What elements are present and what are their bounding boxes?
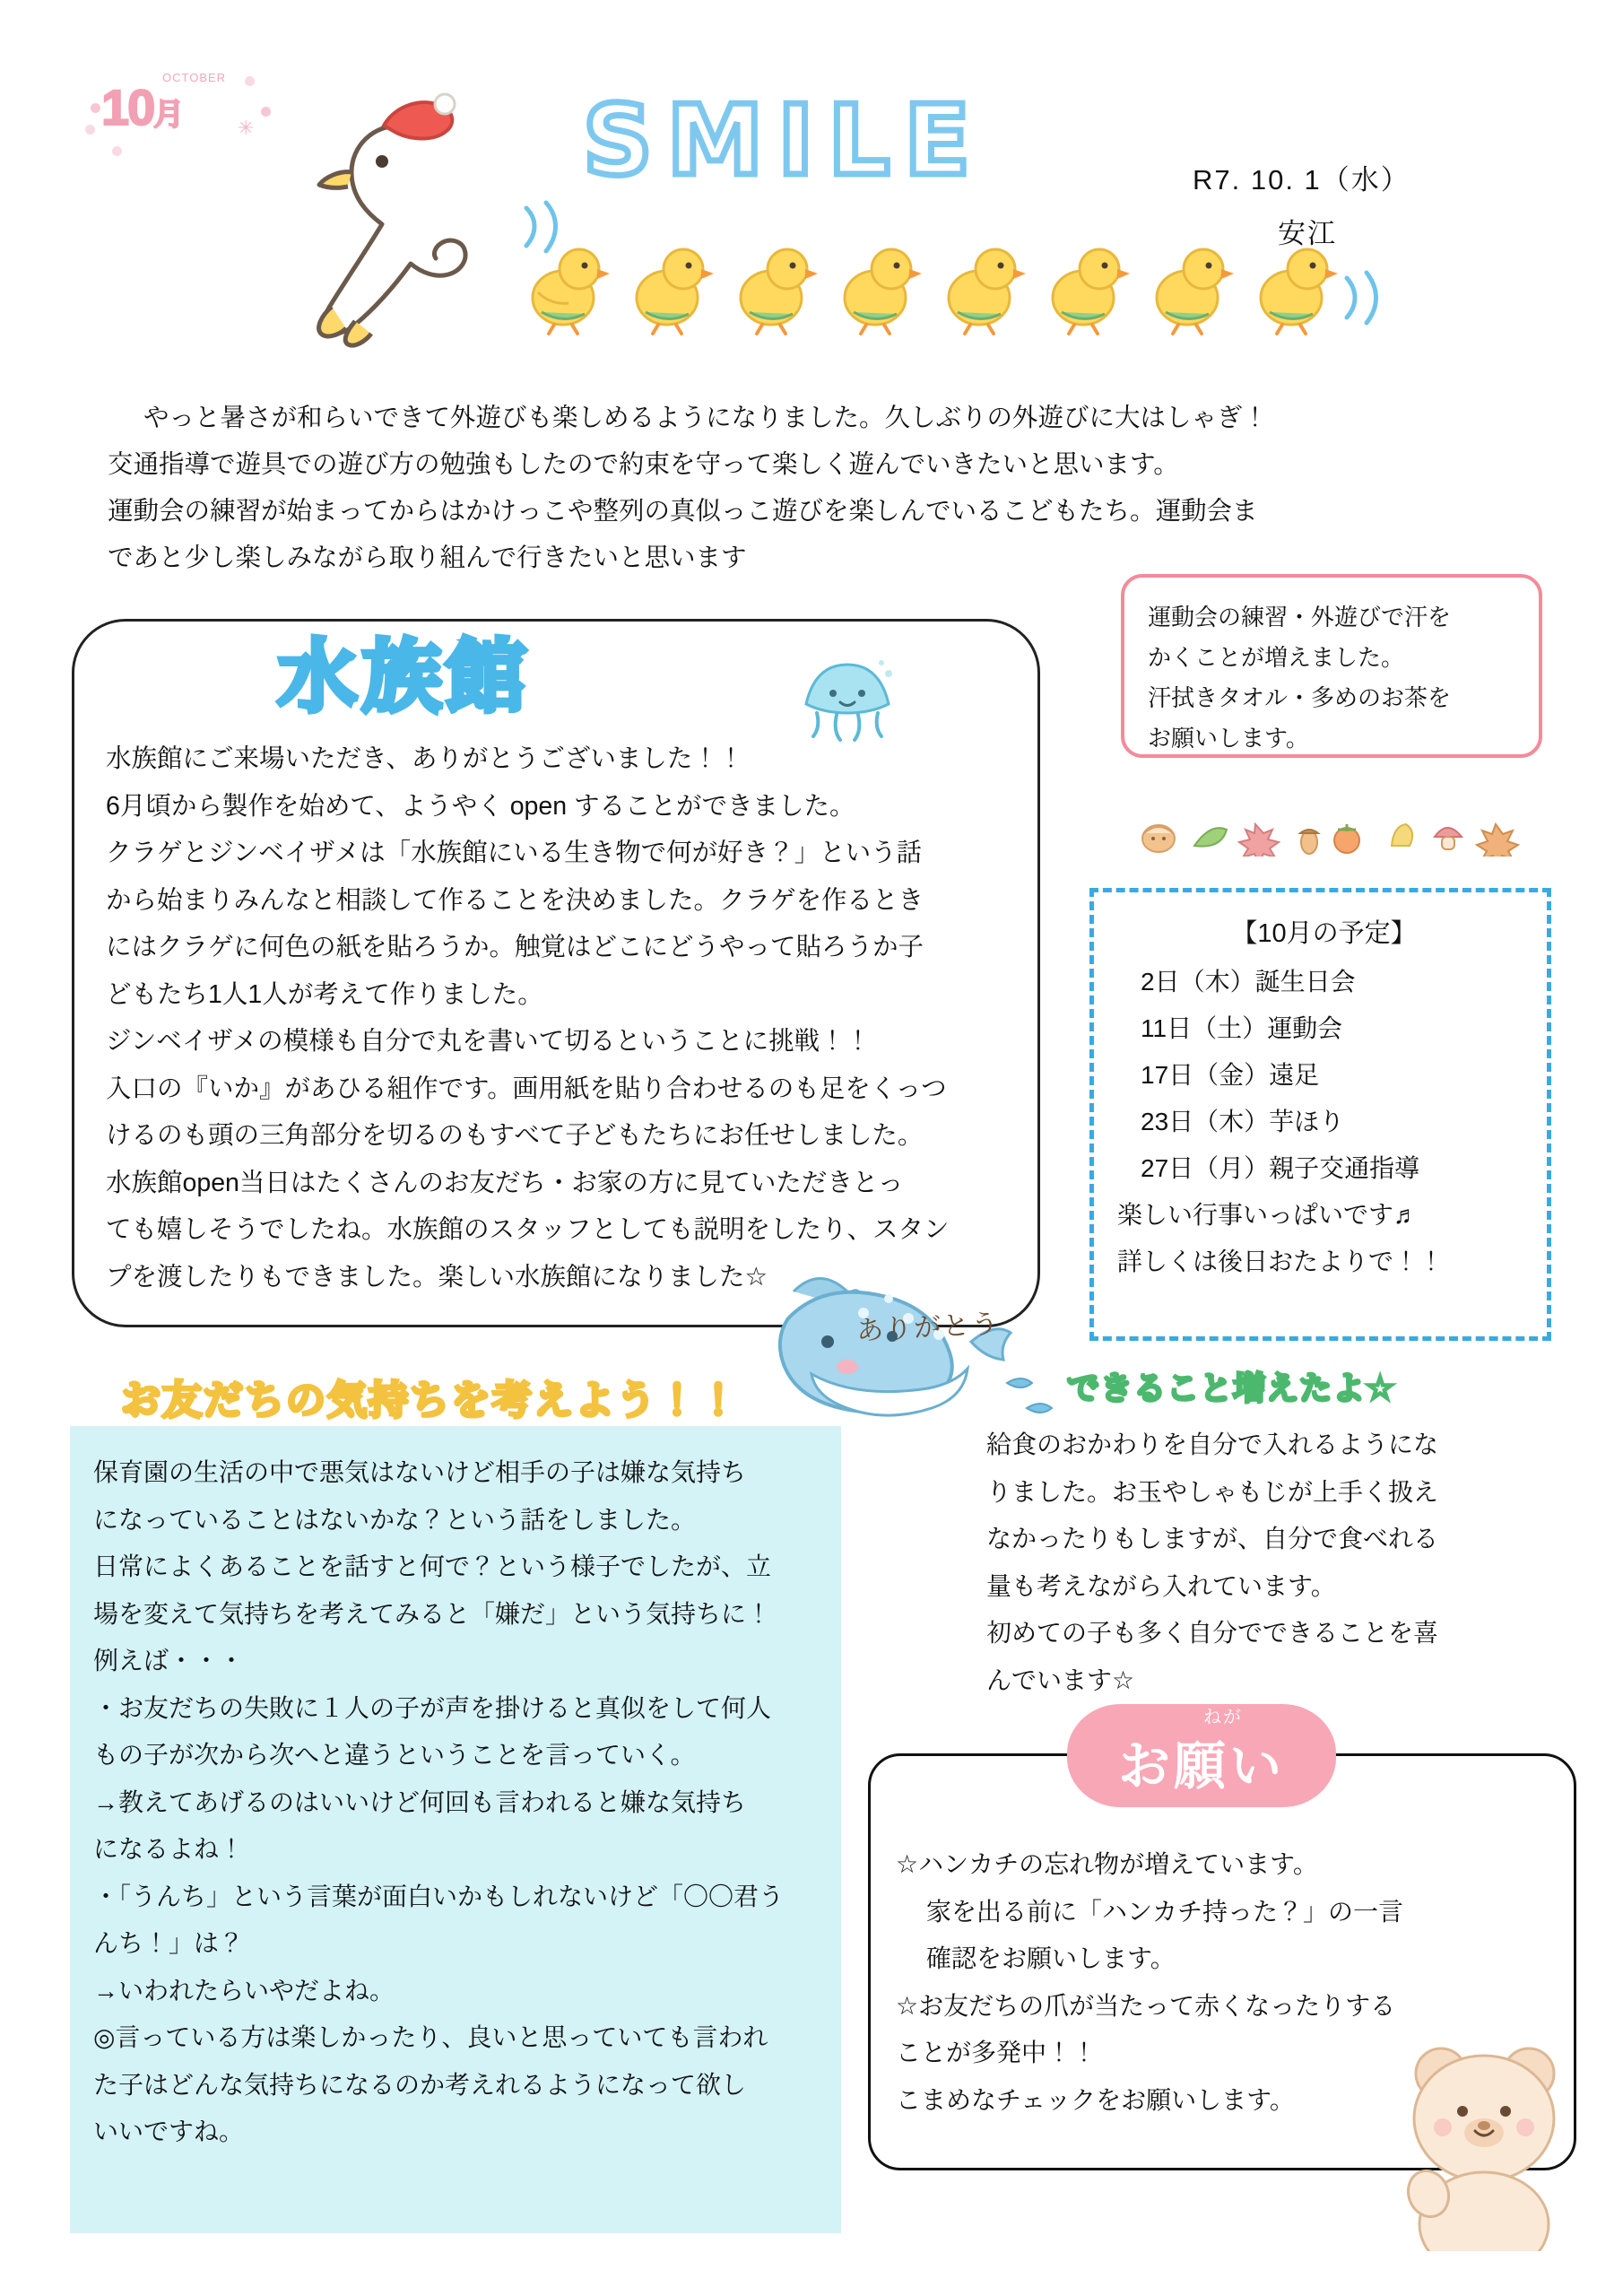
request-badge-ruby: ねが — [1203, 1708, 1243, 1727]
schedule-item: 23日（木）芋ほり — [1141, 1108, 1345, 1135]
friends-section-body — [70, 1426, 841, 2233]
issue-date: R7. 10. 1（水） — [1193, 164, 1410, 196]
month-badge — [85, 67, 278, 152]
friends-line: 保育園の生活の中で悪気はないけど相手の子は嫌な気持ち — [93, 1458, 747, 1486]
aquarium-line: 6月頃から製作を始めて、ようやく open することができました。 — [106, 791, 855, 821]
thanks-handwriting: ありがとう — [855, 1309, 1001, 1347]
schedule-footer: 楽しい行事いっぱいです♬ — [1117, 1201, 1419, 1229]
intro-line: 交通指導で遊具での遊び方の勉強もしたので約束を守って楽しく遊んでいきたいと思います。 — [108, 450, 1179, 479]
bear-icon — [1385, 2018, 1583, 2251]
schedule-item: 27日（月）親子交通指導 — [1141, 1154, 1420, 1182]
intro-paragraph — [108, 395, 1533, 581]
maple-icon — [1239, 824, 1279, 857]
request-line: 家を出る前に「ハンカチ持った？」の一言 — [926, 1897, 1404, 1926]
persimmon-icon — [1334, 824, 1359, 853]
schedule-item: 17日（金）遠足 — [1141, 1061, 1320, 1089]
intro-line: やっと暑さが和らいできて外遊びも楽しめるようになりました。久しぶりの外遊びに大はしゃぎ！ — [143, 404, 1269, 432]
chestnut-icon — [1142, 825, 1175, 852]
autumn-icon-row — [1139, 812, 1533, 857]
schedule-title: 【10月の予定】 — [1231, 919, 1417, 948]
cando-section-heading: できること増えたよ☆ — [1067, 1370, 1396, 1407]
aquarium-line: 水族館open当日はたくさんのお友だち・お家の方に見ていただきとっ — [106, 1168, 904, 1197]
friends-line: んち！」は？ — [93, 1929, 245, 1957]
ginkgo-icon — [1392, 824, 1412, 846]
aquarium-body — [106, 735, 1011, 1300]
pink-note-box — [1121, 574, 1542, 758]
friends-line: 日常によくあることを話すと何で？という様子でしたが、立 — [93, 1552, 772, 1580]
goose-icon — [269, 72, 556, 368]
friends-line: 例えば・・・ — [93, 1647, 245, 1674]
month-english-label: OCTOBER — [162, 71, 227, 84]
acorn-icon — [1300, 830, 1318, 854]
cando-line: 給食のおかわりを自分で入れるようにな — [986, 1431, 1439, 1458]
friends-line: もの子が次から次へと違うということを言っていく。 — [93, 1741, 696, 1769]
aquarium-line: けるのも頭の三角部分を切るのもすべて子どもたちにお任せしました。 — [106, 1121, 924, 1150]
decor-dot — [85, 125, 95, 135]
cando-line: りました。お玉やしゃもじが上手く扱え — [986, 1477, 1439, 1506]
friends-line: になるよね！ — [93, 1835, 245, 1863]
request-badge — [1067, 1704, 1336, 1807]
request-line: 確認をお願いします。 — [926, 1944, 1176, 1972]
aquarium-line: どもたち1人1人が考えて作りました。 — [106, 979, 543, 1009]
friends-line: ◎言っている方は楽しかったり、良いと思っていても言われ — [93, 2023, 768, 2051]
author-name: 安江 — [1278, 218, 1337, 249]
friends-line: →教えてあげるのはいいけど何回も言われると嫌な気持ち — [93, 1787, 747, 1816]
cando-section-body — [986, 1422, 1560, 1704]
aquarium-line: プを渡したりもできました。楽しい水族館になりました☆ — [106, 1262, 768, 1292]
aquarium-line: ても嬉しそうでしたね。水族館のスタッフとしても説明をしたり、スタン — [106, 1215, 950, 1244]
decor-dot — [112, 146, 122, 156]
friends-section-heading: お友だちの気持ちを考えよう！！ — [121, 1378, 740, 1423]
aquarium-line: ジンベイザメの模様も自分で丸を書いて切るということに挑戦！！ — [106, 1027, 872, 1056]
leaf-icon — [1194, 828, 1227, 846]
schedule-footer: 詳しくは後日おたよりで！！ — [1117, 1248, 1445, 1275]
cando-line: 初めての子も多く自分でできることを喜 — [986, 1619, 1439, 1647]
intro-line: 運動会の練習が始まってからはかけっこや整列の真似っこ遊びを楽しんでいるこどもたち。運動会ま — [108, 497, 1258, 526]
aquarium-line: 入口の『いか』があひる組作です。画用紙を貼り合わせるのも足をくっつ — [106, 1074, 947, 1103]
friends-line: いいですね。 — [93, 2118, 245, 2145]
aquarium-line: から始まりみんなと相談して作ることを決めました。クラゲを作るとき — [106, 885, 924, 915]
aquarium-title: 水族館 — [278, 631, 532, 723]
cando-line: 量も考えながら入れています。 — [986, 1571, 1336, 1600]
aquarium-line: にはクラゲに何色の紙を貼ろうか。触覚はどこにどうやって貼ろうか子 — [106, 933, 924, 961]
decor-dot — [91, 103, 100, 113]
maple-leaf-icon — [1477, 824, 1518, 857]
request-line: ことが多発中！！ — [896, 2039, 1098, 2066]
friends-line: た子はどんな気持ちになるのか考えれるようになって欲し — [93, 2070, 747, 2099]
aquarium-line: 水族館にご来場いただき、ありがとうございました！！ — [106, 744, 744, 773]
intro-line: であと少し楽しみながら取り組んで行きたいと思います — [108, 544, 747, 572]
duckling-row — [520, 242, 1354, 341]
pink-note-line: お願いします。 — [1148, 725, 1309, 752]
decor-dot — [245, 76, 255, 86]
request-line: こまめなチェックをお願いします。 — [896, 2085, 1295, 2114]
request-line: ☆お友だちの爪が当たって赤くなったりする — [896, 1991, 1396, 2020]
schedule-item: 2日（木）誕生日会 — [1141, 968, 1356, 996]
month-number-label: 10月 — [101, 79, 183, 135]
request-line: ☆ハンカチの忘れ物が増えています。 — [896, 1850, 1318, 1878]
cando-line: なかったりもしますが、自分で食べれる — [986, 1525, 1439, 1552]
friends-line: ・「うんち」という言葉が面白いかもしれないけど「〇〇君う — [93, 1882, 785, 1910]
friends-line: →いわれたらいやだよね。 — [93, 1976, 395, 2005]
pink-note-line: かくことが増えました。 — [1148, 644, 1405, 671]
mushroom-icon — [1435, 828, 1462, 849]
schedule-item: 11日（土）運動会 — [1141, 1014, 1343, 1042]
page-title: SMILE — [583, 85, 985, 197]
friends-line: 場を変えて気持ちを考えてみると「嫌だ」という気持ちに！ — [93, 1599, 772, 1628]
request-badge-label: お願い — [1117, 1735, 1285, 1796]
aquarium-line: クラゲとジンベイザメは「水族館にいる生き物で何が好き？」という話 — [106, 839, 923, 867]
pink-note-line: 運動会の練習・外遊びで汗を — [1148, 604, 1452, 631]
cando-line: んでいます☆ — [986, 1665, 1135, 1694]
friends-line: ・お友だちの失敗に１人の子が声を掛けると真似をして何人 — [93, 1693, 772, 1722]
friends-line: になっていることはないかな？という話をしました。 — [93, 1505, 697, 1534]
sparkle-icon: ✳ — [238, 117, 255, 139]
pink-note-line: 汗拭きタオル・多めのお茶を — [1148, 684, 1452, 711]
schedule-box — [1089, 888, 1551, 1341]
